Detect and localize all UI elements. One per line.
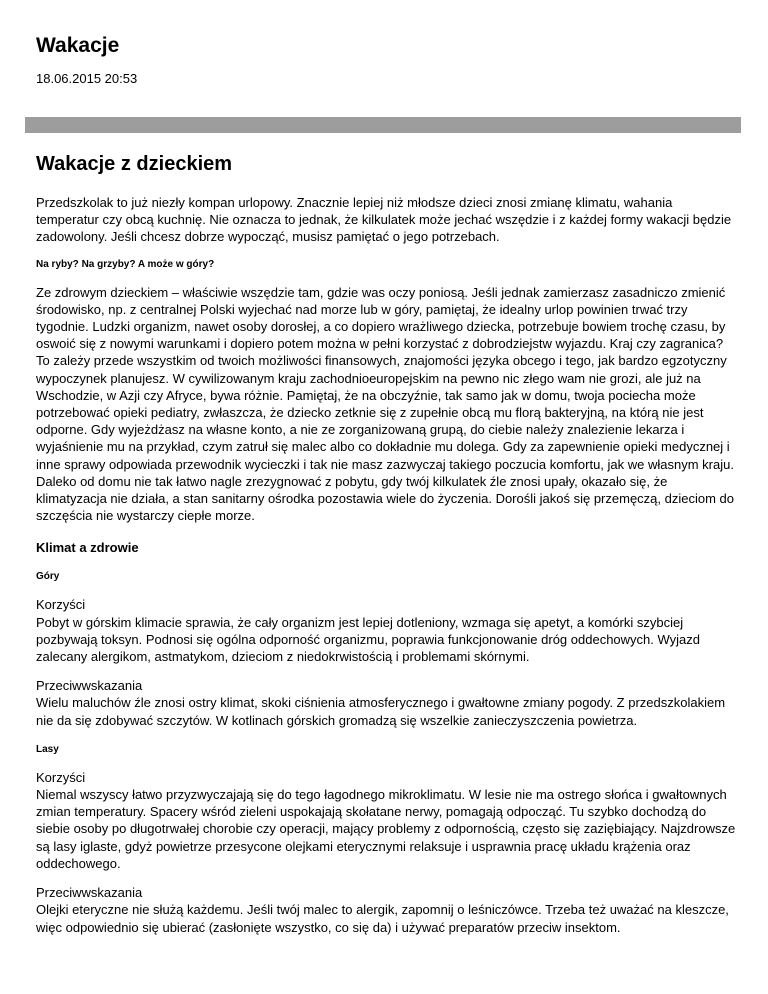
article-content	[36, 152, 736, 936]
forests-heading: Lasy	[36, 743, 59, 755]
mountains-benefits-label: Korzyści	[36, 597, 86, 613]
forests-benefits-text: Niemal wszyscy łatwo przyzwyczajają się do tego łagodnego mikroklimatu. W lesie nie ma ostrego słońca i gwałtownych zmian temperatury. Spacery wśród zieleni uspokajają skołatane nerwy, pomagają odpocząć. Tu szybko dochodzą do siebie osoby po długotrwałej chorobie czy operacji, mający problemy z odpornością, często się zaziębiający. Najzdrowsze są lasy iglaste, gdyż powietrze przesycone olejkami eterycznymi relaksuje i usprawnia pracę układu krążenia oraz oddechowego.	[36, 787, 736, 871]
document-title: Wakacje	[36, 34, 120, 57]
question-heading: Na ryby? Na grzyby? A może w góry?	[36, 258, 215, 270]
mountains-heading: Góry	[36, 571, 60, 583]
forests-benefits-label: Korzyści	[36, 769, 86, 785]
forests-contra-label: Przeciwwskazania	[36, 885, 143, 901]
forests-contra-text: Olejki eteryczne nie służą każdemu. Jeśli twój malec to alergik, zapomnij o leśniczówce. Trzeba też uważać na kleszcze, więc odpowiednio się ubierać (zasłonięte wszystko, co się da) i używać preparatów przeciw insektom.	[36, 902, 729, 935]
mountains-benefits-text: Pobyt w górskim klimacie sprawia, że cały organizm jest lepiej dotleniony, wzmaga się apetyt, a komórki szybciej pozbywają toksyn. Podnosi się ogólna odporność organizmu, poprawia funkcjonowanie dróg oddechowych. Wyjazd zalecany alergikom, astmatykom, dzieciom z niedokrwistością i problemami skórnymi.	[36, 614, 700, 665]
mountains-contra-text: Wielu maluchów źle znosi ostry klimat, skoki ciśnienia atmosferycznego i gwałtowne zmiany pogody. Z przedszkolakiem nie da się zdobywać szczytów. W kotlinach górskich gromadzą się wszelkie zanieczyszczenia powietrza.	[36, 695, 726, 728]
document-date: 18.06.2015 20:53	[36, 71, 138, 86]
intro-paragraph: Przedszkolak to już niezły kompan urlopowy. Znacznie lepiej niż młodsze dzieci znosi zmianę klimatu, wahania temperatur czy obcą kuchnię. Nie oznacza to jednak, że kilkulatek może jechać wszędzie i z każdej formy wakacji będzie zadowolony. Jeśli chcesz dobrze wypocząć, musisz pamiętać o jego potrzebach.	[36, 195, 732, 245]
separator-band	[25, 117, 741, 133]
climate-heading: Klimat a zdrowie	[36, 540, 139, 556]
article-title: Wakacje z dzieckiem	[36, 153, 233, 175]
main-paragraph: Ze zdrowym dzieckiem – właściwie wszędzie tam, gdzie was oczy poniosą. Jeśli jednak zamierzasz zasadniczo zmienić środowisko, np. z centralnej Polski wyjechać nad morze lub w góry, pamiętaj, że idealny urlop powinien trwać trzy tygodnie. Ludzki organizm, nawet osoby dorosłej, a co dopiero wrażliwego dziecka, potrzebuje bowiem trochę czasu, by oswoić się z nowymi warunkami i dopiero potem można w pełni korzystać z dobrodziejstw wyjazdu. Kraj czy zagranica? To zależy przede wszystkim od twoich możliwości finansowych, znajomości języka obcego i tego, jak bardzo egzotyczny wypoczynek planujesz. W cywilizowanym kraju zachodnioeuropejskim na pewno nic złego wam nie grozi, ale już na Wschodzie, w Azji czy Afryce, bywa różnie. Pamiętaj, że na obczyźnie, tak samo jak w domu, twoja pociecha może potrzebować opieki pediatry, zwłaszcza, że dziecko zetknie się z zupełnie obcą mu florą bakteryjną, na którą nie jest odporne. Gdy wyjeżdżasz na własne konto, a nie ze zorganizowaną grupą, do ciebie należy znalezienie lekarza i wyjaśnienie mu na przykład, czym zatruł się malec albo co dokładnie mu dolega. Gdy za zapewnienie opieki medycznej i inne sprawy odpowiada przewodnik wycieczki i tak nie masz zazwyczaj takiego poczucia komfortu, jak we własnym kraju. Daleko od domu nie tak łatwo nagle zrezygnować z pobytu, gdy twój kilkulatek źle znosi upały, okazało się, że klimatyzacja nie działa, a stan sanitarny ośrodka pozostawia wiele do życzenia. Dorośli jakoś się przemęczą, dzieciom do szczęścia nie wystarczy ciepłe morze.	[36, 284, 734, 524]
mountains-contra-label: Przeciwwskazania	[36, 678, 143, 694]
